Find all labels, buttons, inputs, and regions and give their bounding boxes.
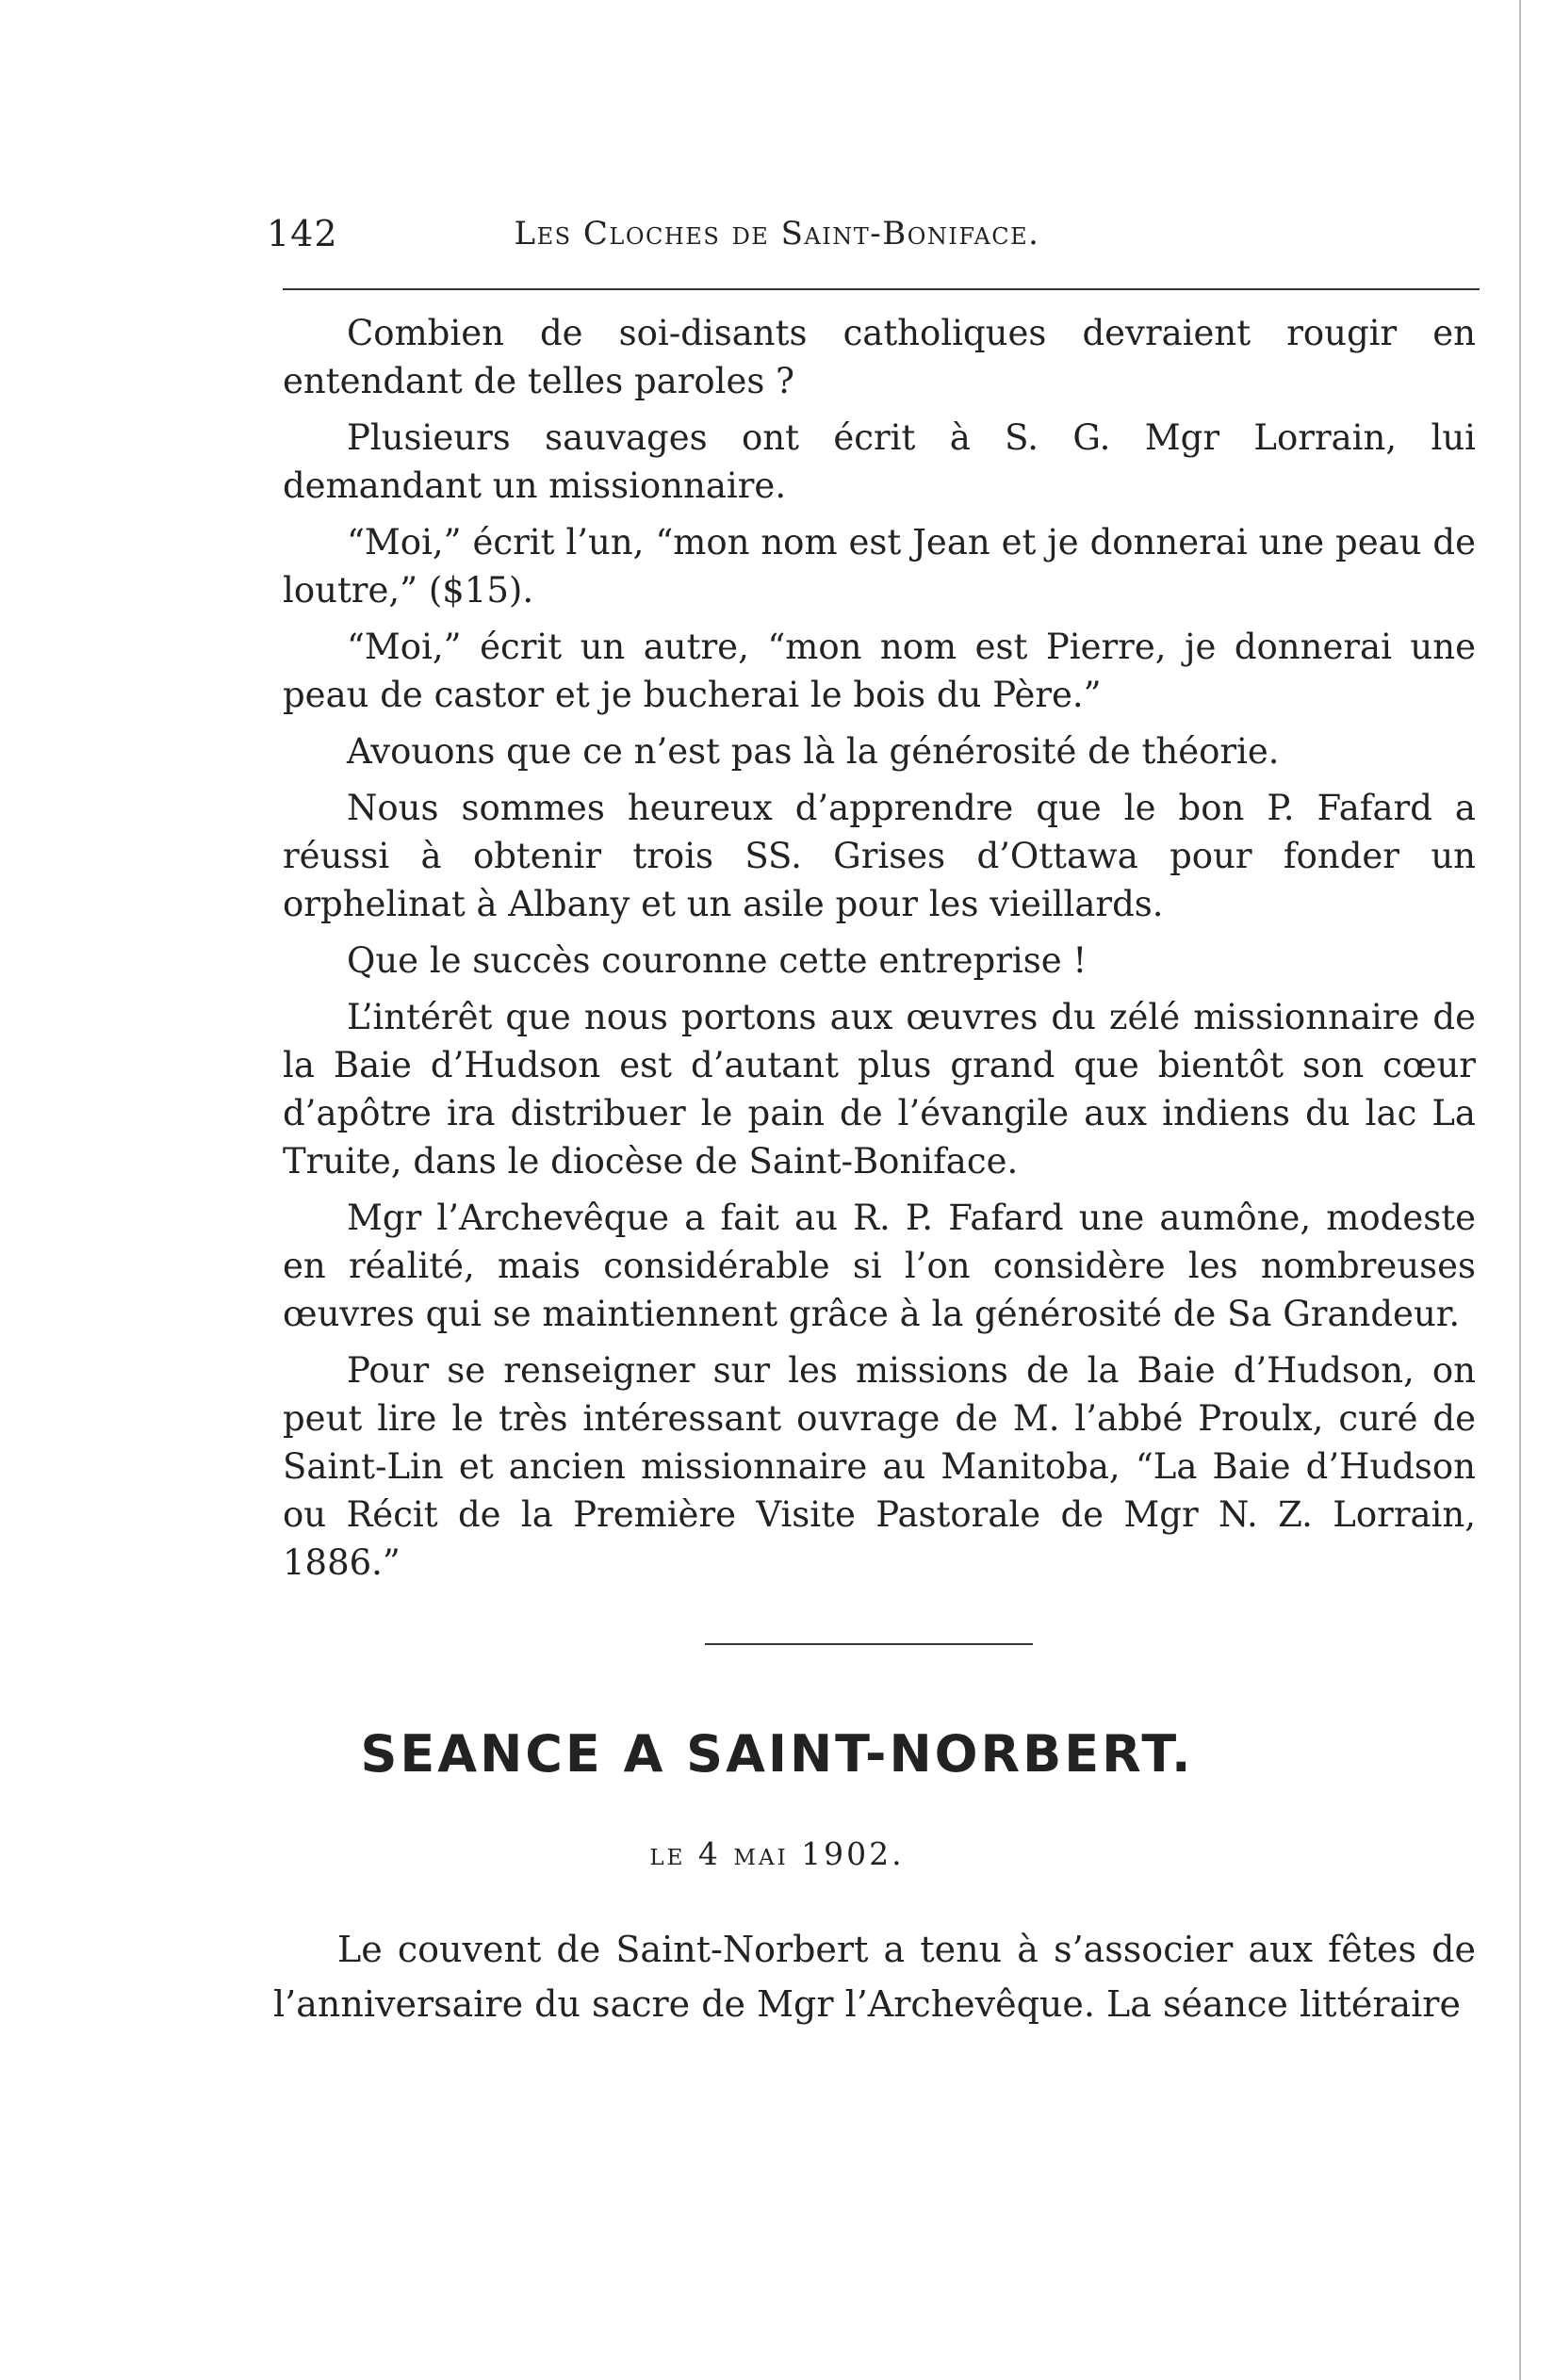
paragraph: Pour se renseigner sur les missions de la Baie d’Hudson, on peut lire le très intéressant ouvrage de M. l’abbé Proulx, curé de Saint-Lin et ancien missionnaire au Manitoba, “La Baie d’Hudson ou Récit de la Première Visite Pastorale de Mgr N. Z. Lorrain, 1886.” bbox=[283, 1350, 1476, 1583]
paragraph: “Moi,” écrit l’un, “mon nom est Jean et je donnerai une peau de loutre,” ($15). bbox=[283, 522, 1476, 611]
paragraph: Plusieurs sauvages ont écrit à S. G. Mgr Lorrain, lui demandant un missionnaire. bbox=[283, 417, 1476, 506]
section-title: SEANCE A SAINT-NORBERT. bbox=[360, 1724, 1194, 1784]
paragraph: “Moi,” écrit un autre, “mon nom est Pierre, je donnerai une peau de castor et je bucherai le bois du Père.” bbox=[283, 627, 1476, 715]
paragraph: Le couvent de Saint-Norbert a tenu à s’associer aux fêtes de l’anniversaire du sacre de Mgr l’Archevêque. La séance littéraire bbox=[273, 1929, 1476, 2025]
body-text bbox=[283, 309, 1476, 1595]
paragraph: Nous sommes heureux d’apprendre que le bon P. Fafard a réussi à obtenir trois SS. Grises d’Ottawa pour fonder un orphelinat à Albany et un asile pour les vieillards. bbox=[283, 788, 1476, 924]
section-separator bbox=[705, 1643, 1033, 1645]
paragraph: Que le succès couronne cette entreprise ! bbox=[347, 940, 1088, 981]
paragraph: Mgr l’Archevêque a fait au R. P. Fafard une aumône, modeste en réalité, mais considérable si l’on considère les nombreuses œuvres qui se maintiennent grâce à la générosité de Sa Grandeur. bbox=[283, 1198, 1476, 1334]
page-number: 142 bbox=[267, 213, 338, 254]
header-rule bbox=[283, 288, 1480, 290]
paragraph: Avouons que ce n’est pas là la générosité de théorie. bbox=[347, 731, 1280, 772]
page-edge bbox=[1519, 0, 1521, 2380]
paragraph: L’intérêt que nous portons aux œuvres du zélé missionnaire de la Baie d’Hudson est d’autant plus grand que bientôt son cœur d’apôtre ira distribuer le pain de l’évangile aux indiens du lac La Truite, dans le diocèse de Saint-Boniface. bbox=[283, 997, 1476, 1182]
running-title: Les Cloches de Saint-Boniface. bbox=[514, 215, 1040, 253]
section-body bbox=[273, 1922, 1476, 2031]
section-date: le 4 mai 1902. bbox=[649, 1835, 905, 1872]
paragraph: Combien de soi-disants catholiques devraient rougir en entendant de telles paroles ? bbox=[283, 313, 1476, 401]
